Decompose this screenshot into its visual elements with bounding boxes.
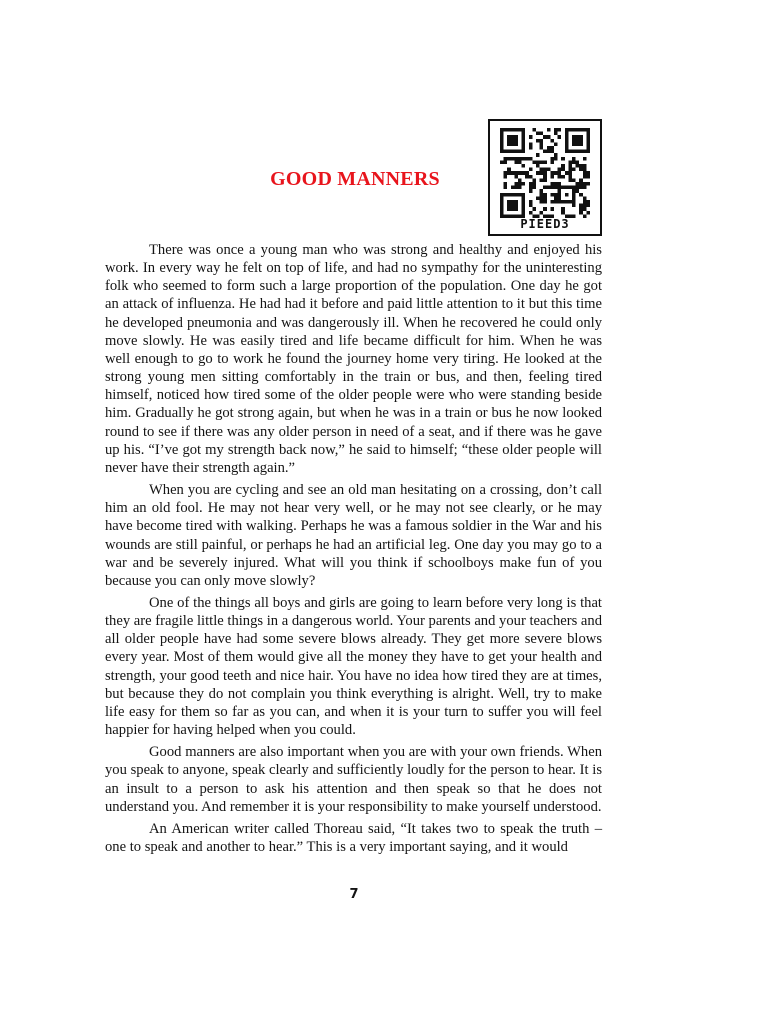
page-number: 7 <box>349 887 359 902</box>
paragraph-1: There was once a young man who was strong and healthy and enjoyed his work. In every way he felt on top of life, and had no sympathy for the uninteresting folk who seemed to form such a large proportion of the population. One day he got an attack of influenza. He had had it before and paid little attention to it but this time he developed pneumonia and was dangerously ill. When he recovered he could only move slowly. He was easily tired and life became difficult for him. When he was well enough to go to work he found the journey home very tiring. He looked at the strong young men sitting comfortably in the train or bus, and then, feeling tired himself, noticed how tired some of the older people were who were standing beside him. Gradually he got strong again, but when he was in a train or bus he now looked round to see if there was any older person in need of a seat, and if there was he gave up his. “I’ve got my strength back now,” he said to himself; “these older people will never have their strength again.” <box>105 242 602 476</box>
qr-code-label: PIEED3 <box>520 217 570 231</box>
paragraph-3: One of the things all boys and girls are going to learn before very long is that they are fragile little things in a dangerous world. Your parents and your teachers and all older people have had some severe blows already. They get more severe blows every year. Most of them would give all the money they have to get your health and strength, your good teeth and nice hair. You have no idea how tired they are at times, but because they do not complain you think everything is alright. Well, try to make life easy for them so far as you can, and when it is your turn to suffer you will feel happier for having helped when you could. <box>105 594 602 739</box>
chapter-body <box>105 241 602 860</box>
paragraph-2: When you are cycling and see an old man hesitating on a crossing, don’t call him an old fool. He may not hear very well, or he may not see clearly, or he may have become tired with walking. Perhaps he was a famous soldier in the War and his wounds are still painful, or perhaps he had an artificial leg. One day you may go to a war and be severely injured. What will you think if schoolboys make fun of you because you can only move slowly? <box>105 482 602 589</box>
paragraph-5: An American writer called Thoreau said, “It takes two to speak the truth – one to speak and another to hear.” This is a very important saying, and it would <box>105 820 602 855</box>
chapter-title: GOOD MANNERS <box>270 168 440 190</box>
paragraph-4: Good manners are also important when you are with your own friends. When you speak to anyone, speak clearly and sufficiently loudly for the person to hear. It is an insult to a person to ask his attention and then speak so that he does not understand you. And remember it is your responsibility to make yourself understood. <box>105 744 602 815</box>
qr-code-box[interactable] <box>488 119 602 236</box>
qr-code-icon <box>498 128 592 218</box>
